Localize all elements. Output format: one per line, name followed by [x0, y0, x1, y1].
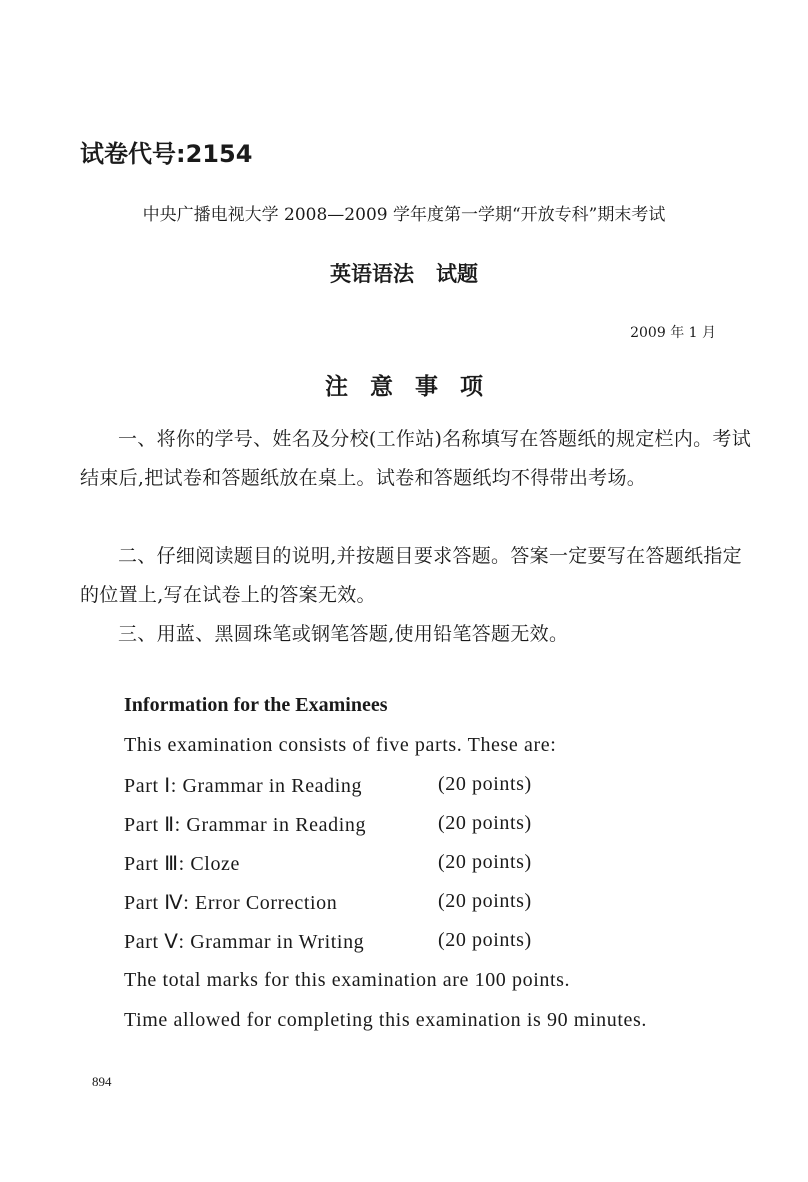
exam-organization: 中央广播电视大学 2008—2009 学年度第一学期“开放专科”期末考试 — [142, 205, 666, 225]
notice-item-3: 三、用蓝、黑圆珠笔或钢笔答题,使用铅笔答题无效。 — [118, 623, 569, 645]
page-number: 894 — [92, 1074, 112, 1089]
part-name: Part Ⅴ: Grammar in Writing — [124, 931, 365, 953]
part-name: Part Ⅳ: Error Correction — [124, 892, 338, 914]
part-points: (20 points) — [438, 812, 532, 834]
part-points: (20 points) — [438, 851, 532, 873]
exam-code: 试卷代号:2154 — [80, 140, 253, 168]
info-heading: Information for the Examinees — [124, 694, 388, 716]
part-name: Part Ⅲ: Cloze — [124, 853, 241, 875]
notice-item-1: 一、将你的学号、姓名及分校(工作站)名称填写在答题纸的规定栏内。考试结束后,把试卷和答题纸放在桌上。试卷和答题纸均不得带出考场。 — [80, 428, 752, 489]
exam-date: 2009 年 1 月 — [630, 325, 716, 341]
notice-item-2: 二、仔细阅读题目的说明,并按题目要求答题。答案一定要写在答题纸指定的位置上,写在试卷上的答案无效。 — [80, 545, 742, 606]
notice-heading: 注意事项 — [325, 374, 505, 400]
part-points: (20 points) — [438, 773, 532, 795]
part-name: Part Ⅰ: Grammar in Reading — [124, 775, 363, 797]
info-intro: This examination consists of five parts. These are: — [124, 734, 557, 756]
time-allowed: Time allowed for completing this examination is 90 minutes. — [124, 1009, 647, 1031]
exam-title: 英语语法 试题 — [330, 262, 478, 286]
part-points: (20 points) — [438, 890, 532, 912]
part-points: (20 points) — [438, 929, 532, 951]
part-name: Part Ⅱ: Grammar in Reading — [124, 814, 367, 836]
total-marks: The total marks for this examination are 100 points. — [124, 969, 571, 991]
